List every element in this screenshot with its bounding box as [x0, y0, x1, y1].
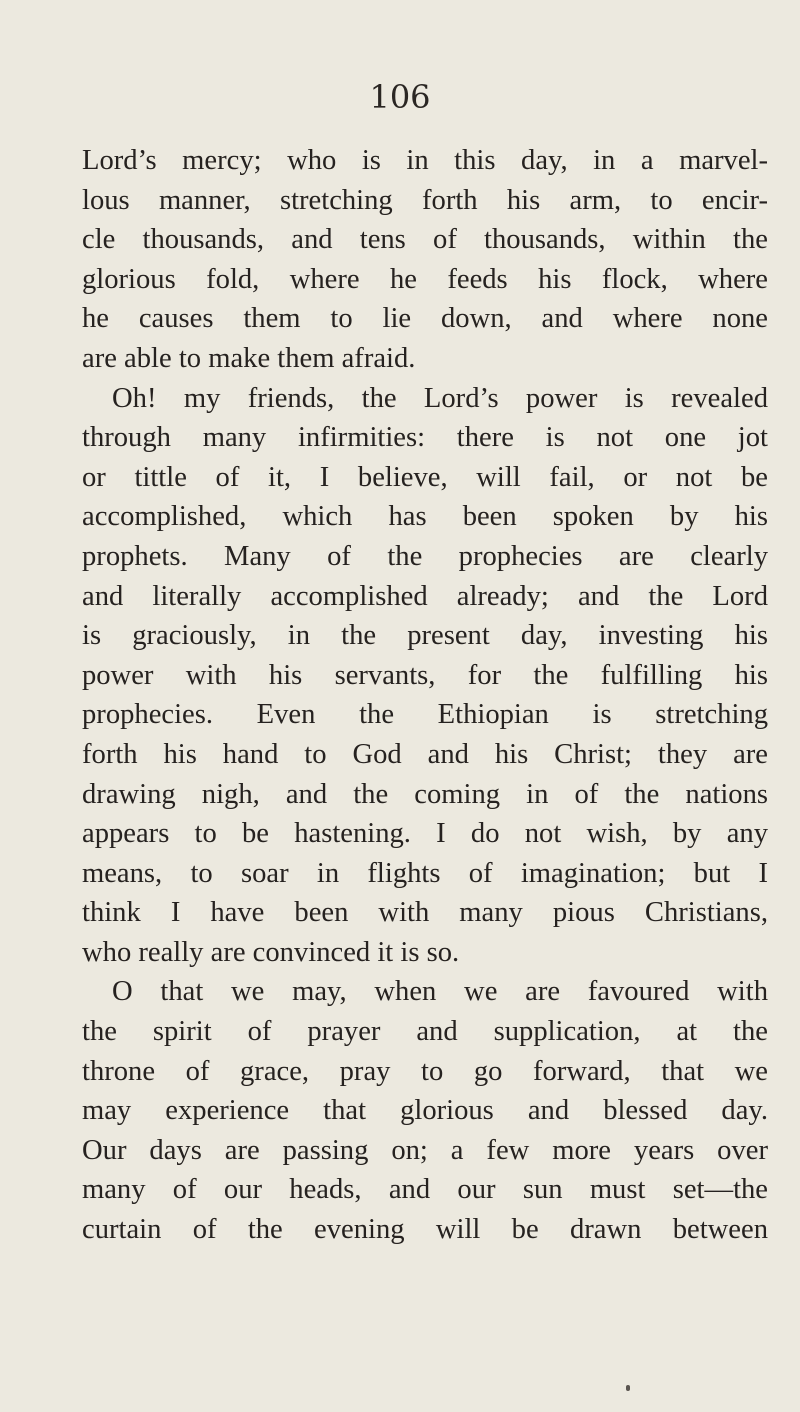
text-line: cle thousands, and tens of thousands, within the	[82, 224, 768, 256]
text-line: curtain of the evening will be drawn between	[82, 1214, 768, 1246]
text-line: prophecies. Even the Ethiopian is stretching	[82, 699, 768, 731]
ink-speck	[626, 1385, 630, 1391]
text-line: power with his servants, for the fulfilling his	[82, 659, 768, 691]
text-line: forth his hand to God and his Christ; they are	[82, 738, 768, 770]
text-line: O that we may, when we are favoured with	[112, 976, 768, 1008]
text-line: are able to make them afraid.	[82, 342, 416, 374]
text-line: throne of grace, pray to go forward, that we	[82, 1055, 768, 1087]
text-line: Lord’s mercy; who is in this day, in a marvel-	[82, 145, 768, 176]
text-line: accomplished, which has been spoken by his	[82, 501, 768, 533]
text-line: through many infirmities: there is not one jot	[82, 422, 768, 454]
text-line: who really are convinced it is so.	[82, 936, 460, 968]
text-line: Our days are passing on; a few more years over	[82, 1134, 768, 1166]
body-text	[82, 141, 768, 1250]
text-line: drawing nigh, and the coming in of the nations	[82, 778, 768, 810]
text-line: prophets. Many of the prophecies are clearly	[82, 540, 768, 572]
text-line: or tittle of it, I believe, will fail, or not be	[82, 461, 768, 493]
text-line: appears to be hastening. I do not wish, by any	[82, 818, 768, 850]
page-number: 106	[369, 78, 431, 116]
text-line: may experience that glorious and blessed day.	[82, 1095, 768, 1127]
text-line: means, to soar in flights of imagination; but I	[82, 857, 768, 889]
text-line: and literally accomplished already; and the Lord	[82, 580, 768, 612]
text-line: think I have been with many pious Christians,	[82, 897, 768, 929]
text-line: the spirit of prayer and supplication, at the	[82, 1016, 768, 1048]
text-line: lous manner, stretching forth his arm, to encir-	[82, 184, 768, 216]
text-line: many of our heads, and our sun must set—the	[82, 1174, 768, 1206]
text-line: he causes them to lie down, and where none	[82, 303, 768, 335]
text-line: is graciously, in the present day, investing his	[82, 620, 768, 652]
text-line: Oh! my friends, the Lord’s power is revealed	[112, 382, 768, 414]
text-line: glorious fold, where he feeds his flock, where	[82, 263, 768, 295]
